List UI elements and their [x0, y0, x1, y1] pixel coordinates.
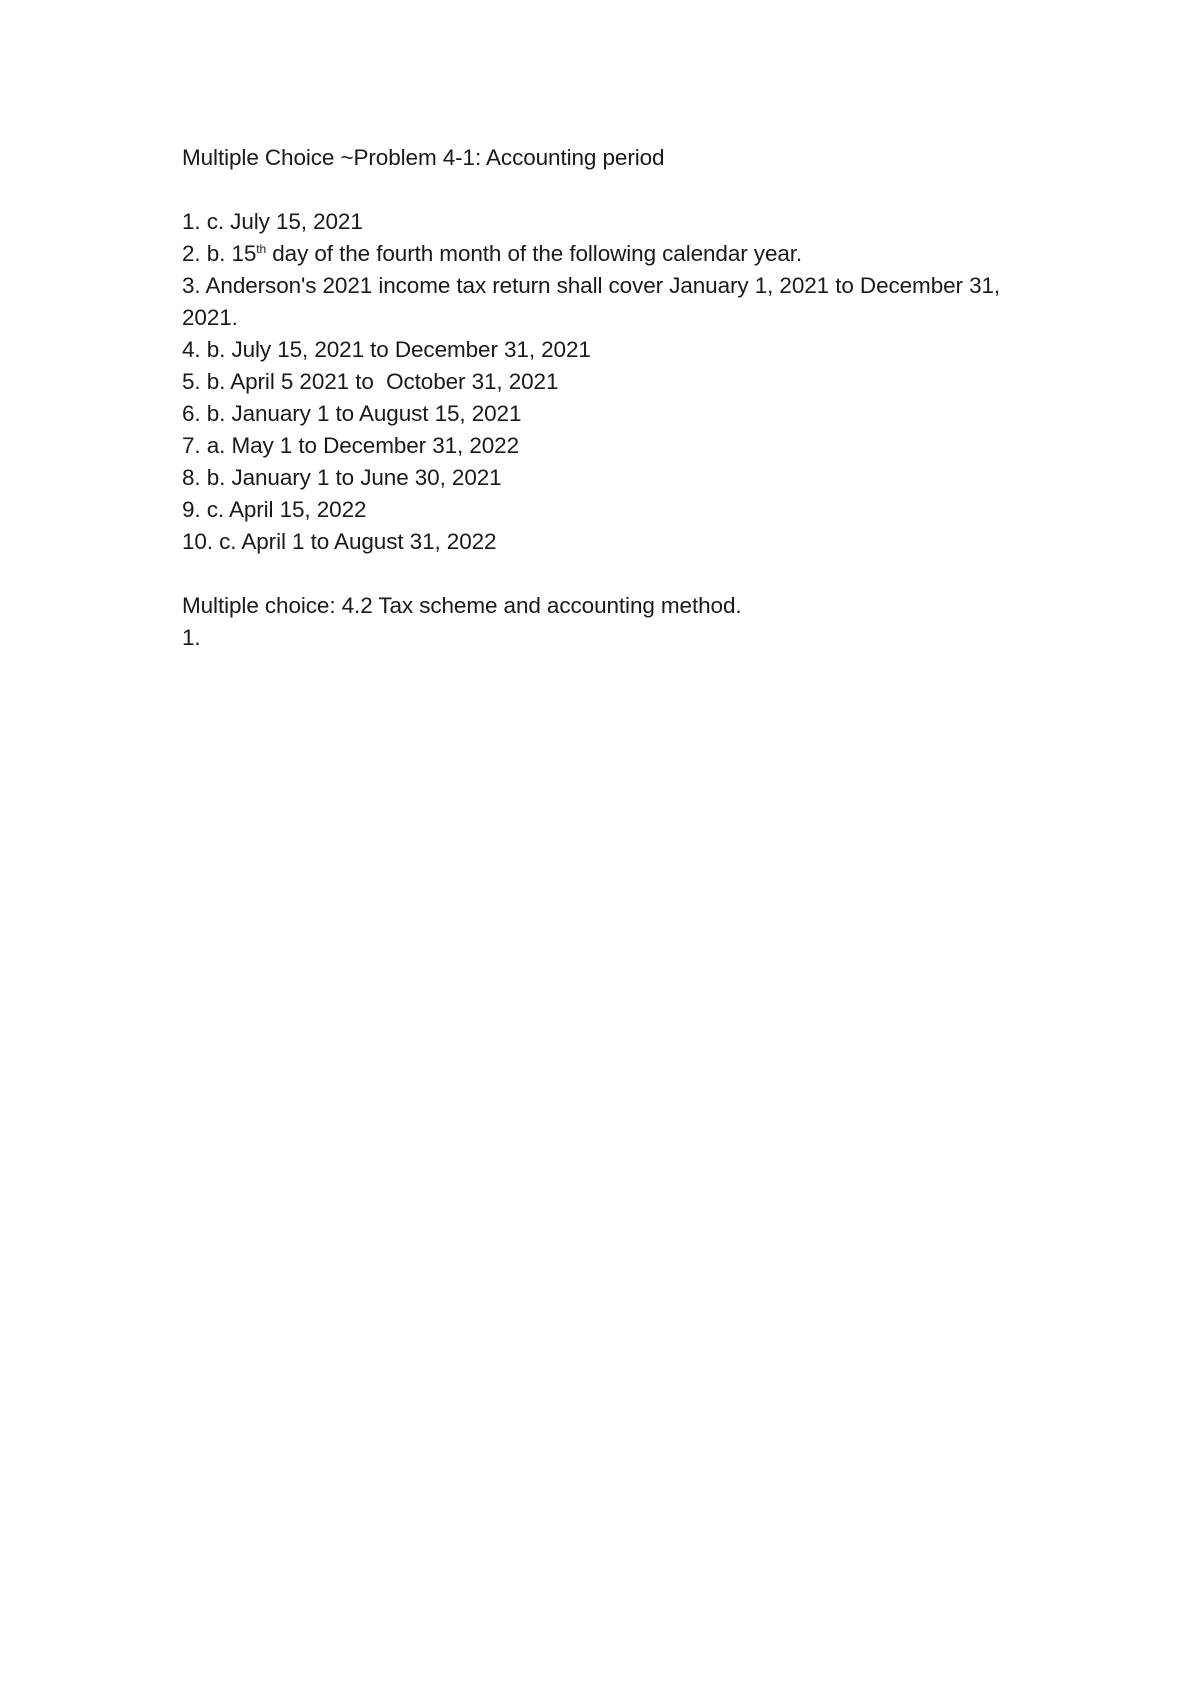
answer-number: 3.	[182, 273, 201, 298]
answer-number: 6.	[182, 401, 201, 426]
answer-number: 1.	[182, 625, 201, 650]
answer-number: 10.	[182, 529, 213, 554]
blank-line	[182, 558, 1002, 590]
answer-text: b. July 15, 2021 to December 31, 2021	[206, 337, 591, 362]
answer-number: 7.	[182, 433, 201, 458]
answer-item-2	[182, 238, 1002, 270]
answer-number: 2.	[182, 241, 201, 266]
answer-text: b. January 1 to June 30, 2021	[206, 465, 502, 490]
answer-text: b. January 1 to August 15, 2021	[206, 401, 522, 426]
answer-text-start: b. 15	[206, 241, 257, 266]
answer-item-3	[182, 270, 1002, 334]
answer-item-empty-1	[182, 622, 1002, 654]
answer-item-5	[182, 366, 1002, 398]
blank-line	[182, 174, 1002, 206]
answer-text: a. May 1 to December 31, 2022	[206, 433, 520, 458]
answer-item-7	[182, 430, 1002, 462]
answer-number: 1.	[182, 209, 201, 234]
answer-item-6	[182, 398, 1002, 430]
ordinal-suffix: th	[256, 242, 267, 256]
answer-text: Anderson's 2021 income tax return shall cover January 1, 2021 to December 31, 2021.	[182, 273, 1001, 330]
answer-text: c. July 15, 2021	[206, 209, 363, 234]
answer-number: 5.	[182, 369, 201, 394]
answer-item-4	[182, 334, 1002, 366]
section-heading-tax-scheme: Multiple choice: 4.2 Tax scheme and accounting method.	[182, 593, 742, 618]
answer-text: c. April 15, 2022	[206, 497, 367, 522]
answer-text: c. April 1 to August 31, 2022	[219, 529, 497, 554]
answer-text: b. April 5 2021 to October 31, 2021	[206, 369, 559, 394]
document-body	[182, 142, 1002, 654]
answer-item-9	[182, 494, 1002, 526]
answer-number: 8.	[182, 465, 201, 490]
section-heading-accounting-period: Multiple Choice ~Problem 4-1: Accounting period	[182, 145, 665, 170]
answer-text-end: day of the fourth month of the following calendar year.	[266, 241, 803, 266]
answer-item-8	[182, 462, 1002, 494]
answer-number: 4.	[182, 337, 201, 362]
answer-item-10	[182, 526, 1002, 558]
answer-number: 9.	[182, 497, 201, 522]
answer-item-1	[182, 206, 1002, 238]
